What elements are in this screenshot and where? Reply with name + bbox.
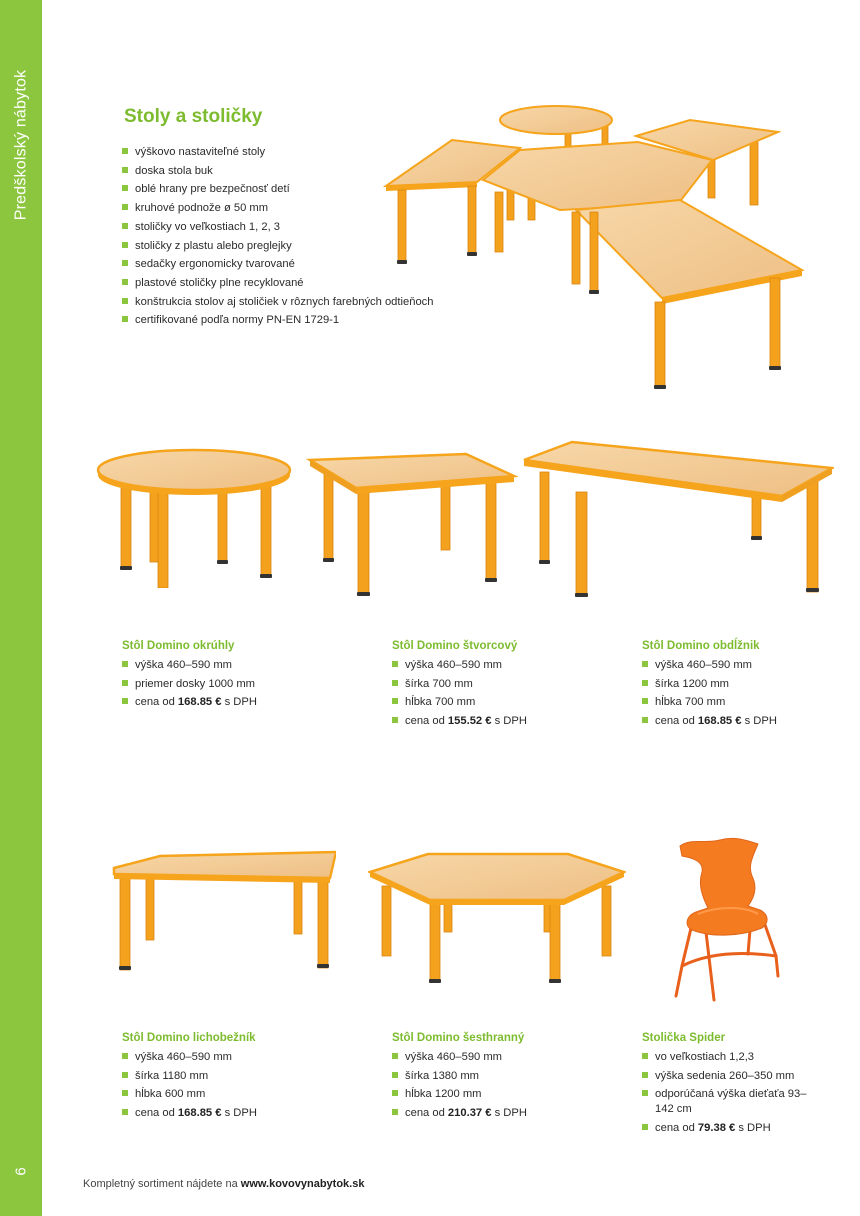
price: 168.85 € <box>697 714 742 727</box>
bullet-icon <box>122 1109 128 1115</box>
bullet-icon <box>122 1090 128 1096</box>
price-item: cena od 210.37 € s DPH <box>392 1104 592 1123</box>
bullet-icon <box>122 204 128 210</box>
spec-item: priemer dosky 1000 mm <box>122 675 322 694</box>
bullet-icon <box>122 298 128 304</box>
bullet-icon <box>642 661 648 667</box>
square-table-image <box>306 450 518 596</box>
bullet-icon <box>642 1090 648 1096</box>
spec-item: šírka 1180 mm <box>122 1067 322 1086</box>
section-title: Predškolský nábytok <box>12 69 30 221</box>
price-item: cena od 155.52 € s DPH <box>392 712 592 731</box>
spec-item: výška 460–590 mm <box>392 1048 592 1067</box>
feature-item: konštrukcia stolov aj stoličiek v rôznych farebných odtieňoch <box>122 293 433 312</box>
spec-list <box>122 656 322 712</box>
spec-list <box>392 1048 592 1122</box>
price: 168.85 € <box>177 1106 222 1119</box>
footer: Kompletný sortiment nájdete na www.kovovynabytok.sk <box>83 1178 365 1190</box>
feature-item: výškovo nastaviteľné stoly <box>122 143 433 162</box>
bullet-icon <box>392 680 398 686</box>
bullet-icon <box>392 1053 398 1059</box>
spec-item: šírka 1380 mm <box>392 1067 592 1086</box>
bullet-icon <box>642 1124 648 1130</box>
price: 155.52 € <box>447 714 492 727</box>
product-trapezoid <box>122 1032 322 1122</box>
price-item: cena od 168.85 € s DPH <box>642 712 842 731</box>
spider-chair-image <box>668 836 784 1004</box>
spec-item: hĺbka 600 mm <box>122 1085 322 1104</box>
spec-item: hĺbka 1200 mm <box>392 1085 592 1104</box>
product-rectangle <box>642 640 842 730</box>
feature-item: doska stola buk <box>122 162 433 181</box>
product-title: Stolička Spider <box>642 1032 726 1044</box>
spec-item: výška 460–590 mm <box>122 1048 322 1067</box>
spec-item: hĺbka 700 mm <box>642 693 842 712</box>
bullet-icon <box>392 1072 398 1078</box>
feature-item: oblé hrany pre bezpečnosť detí <box>122 180 433 199</box>
spec-item: odporúčaná výška dieťaťa 93–142 cm <box>642 1085 812 1119</box>
product-hexagon <box>392 1032 592 1122</box>
product-title: Stôl Domino lichobežník <box>122 1032 256 1044</box>
spec-item: výška 460–590 mm <box>122 656 322 675</box>
spec-item: výška sedenia 260–350 mm <box>642 1067 812 1086</box>
bullet-icon <box>642 680 648 686</box>
rectangle-table-image <box>522 438 834 598</box>
bullet-icon <box>122 316 128 322</box>
product-title: Stôl Domino štvorcový <box>392 640 518 652</box>
bullet-icon <box>122 279 128 285</box>
bullet-icon <box>122 223 128 229</box>
bullet-icon <box>122 148 128 154</box>
footer-link[interactable]: www.kovovynabytok.sk <box>240 1178 365 1190</box>
spec-item: hĺbka 700 mm <box>392 693 592 712</box>
bullet-icon <box>642 1053 648 1059</box>
hexagon-table-image <box>368 852 626 988</box>
price-item: cena od 168.85 € s DPH <box>122 693 322 712</box>
feature-item: plastové stoličky plne recyklované <box>122 274 433 293</box>
product-round <box>122 640 322 712</box>
spec-item: výška 460–590 mm <box>642 656 842 675</box>
bullet-icon <box>392 698 398 704</box>
bullet-icon <box>122 661 128 667</box>
feature-item: stoličky z plastu alebo preglejky <box>122 237 433 256</box>
round-table-image <box>96 448 294 588</box>
bullet-icon <box>392 717 398 723</box>
bullet-icon <box>122 260 128 266</box>
bullet-icon <box>122 1072 128 1078</box>
spec-list <box>392 656 592 730</box>
bullet-icon <box>392 1109 398 1115</box>
product-title: Stôl Domino šesthranný <box>392 1032 525 1044</box>
bullet-icon <box>642 1072 648 1078</box>
spec-list <box>642 656 842 730</box>
price: 210.37 € <box>447 1106 492 1119</box>
product-title: Stôl Domino okrúhly <box>122 640 235 652</box>
trapezoid-table-image <box>110 850 336 976</box>
feature-item: kruhové podnože ø 50 mm <box>122 199 433 218</box>
bullet-icon <box>122 167 128 173</box>
spec-list <box>122 1048 322 1122</box>
bullet-icon <box>122 1053 128 1059</box>
hero-table-set-image <box>380 100 810 395</box>
bullet-icon <box>122 242 128 248</box>
price-item: cena od 168.85 € s DPH <box>122 1104 322 1123</box>
spec-item: šírka 1200 mm <box>642 675 842 694</box>
product-title: Stôl Domino obdĺžnik <box>642 640 760 652</box>
bullet-icon <box>392 1090 398 1096</box>
price: 79.38 € <box>697 1122 736 1134</box>
feature-item: stoličky vo veľkostiach 1, 2, 3 <box>122 218 433 237</box>
spec-item: výška 460–590 mm <box>392 656 592 675</box>
product-spider-chair <box>642 1032 812 1138</box>
bullet-icon <box>392 661 398 667</box>
page-number: 6 <box>12 1166 30 1176</box>
bullet-icon <box>122 680 128 686</box>
price: 168.85 € <box>177 696 222 708</box>
bullet-icon <box>122 185 128 191</box>
price-item: cena od 79.38 € s DPH <box>642 1119 812 1138</box>
spec-item: vo veľkostiach 1,2,3 <box>642 1048 812 1067</box>
spec-list <box>642 1048 812 1138</box>
product-square <box>392 640 592 730</box>
bullet-icon <box>642 698 648 704</box>
spec-item: šírka 700 mm <box>392 675 592 694</box>
feature-item: sedačky ergonomicky tvarované <box>122 255 433 274</box>
bullet-icon <box>642 717 648 723</box>
intro-title: Stoly a stoličky <box>124 106 263 127</box>
feature-item: certifikované podľa normy PN-EN 1729-1 <box>122 311 433 330</box>
bullet-icon <box>122 698 128 704</box>
